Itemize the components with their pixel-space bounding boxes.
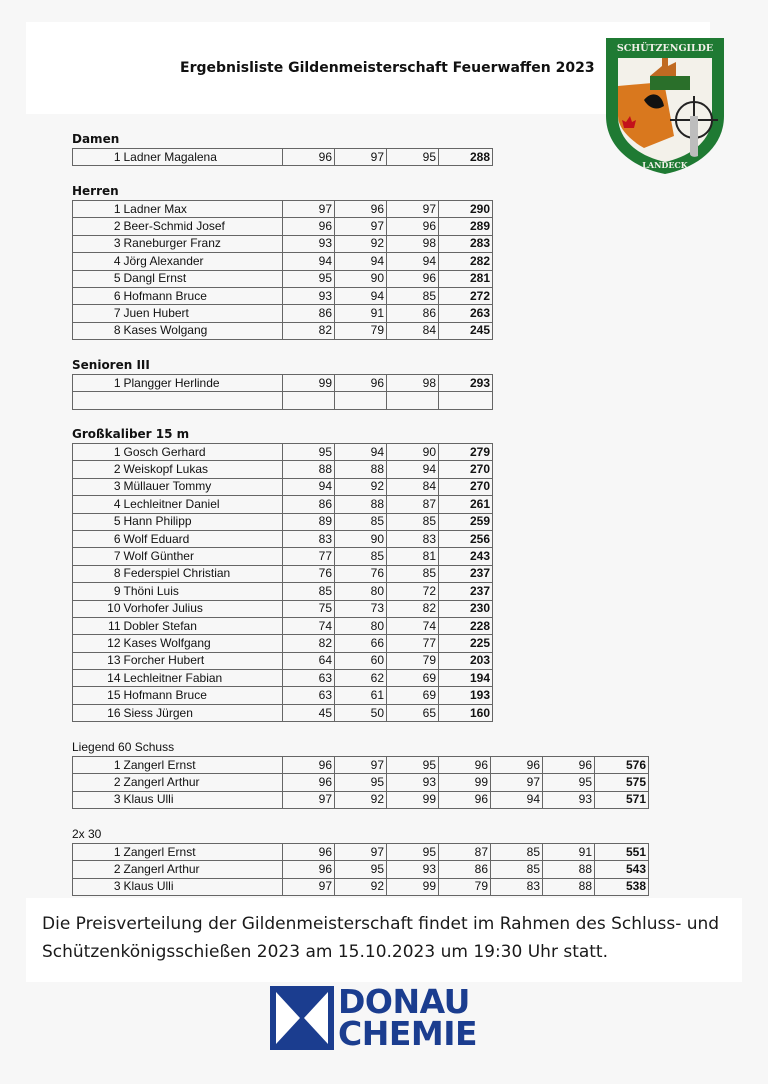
score-cell	[335, 392, 387, 409]
table-row	[73, 149, 493, 166]
score-cell: 89	[283, 513, 335, 530]
total-cell: 281	[439, 270, 493, 287]
section-liegend	[72, 738, 649, 809]
total-cell: 256	[439, 530, 493, 547]
score-cell: 94	[387, 253, 439, 270]
rank-cell: 7	[73, 305, 123, 322]
name-cell: Hofmann Bruce	[123, 687, 283, 704]
section-senioren	[72, 356, 493, 410]
section-title: Großkaliber 15 m	[72, 427, 190, 441]
name-cell: Lechleitner Fabian	[123, 670, 283, 687]
name-cell: Kases Wolgang	[123, 322, 283, 339]
table-row	[73, 844, 649, 861]
score-cell: 69	[387, 670, 439, 687]
table-row	[73, 617, 493, 634]
score-cell: 84	[387, 478, 439, 495]
total-cell: 270	[439, 461, 493, 478]
rank-cell	[73, 392, 123, 409]
score-cell: 75	[283, 600, 335, 617]
score-cell: 77	[387, 635, 439, 652]
rank-cell: 2	[73, 774, 123, 791]
rank-cell: 1	[73, 201, 123, 218]
score-cell: 90	[387, 444, 439, 461]
score-cell: 74	[283, 617, 335, 634]
rank-cell: 1	[73, 757, 123, 774]
table-row	[73, 670, 493, 687]
rank-cell: 5	[73, 513, 123, 530]
score-cell: 92	[335, 791, 387, 808]
table-row	[73, 322, 493, 339]
score-cell: 97	[387, 201, 439, 218]
total-cell: 290	[439, 201, 493, 218]
score-cell: 86	[439, 861, 491, 878]
score-cell: 83	[387, 530, 439, 547]
score-cell: 77	[283, 548, 335, 565]
crest-bottom-text: LANDECK	[642, 160, 688, 170]
total-cell: 259	[439, 513, 493, 530]
total-cell: 237	[439, 583, 493, 600]
results-table	[72, 148, 493, 166]
score-cell: 96	[335, 375, 387, 392]
table-row	[73, 774, 649, 791]
score-cell: 98	[387, 375, 439, 392]
score-cell: 96	[283, 861, 335, 878]
score-cell: 76	[335, 565, 387, 582]
name-cell: Zangerl Ernst	[123, 757, 283, 774]
rank-cell: 13	[73, 652, 123, 669]
total-cell: 193	[439, 687, 493, 704]
rank-cell: 8	[73, 322, 123, 339]
total-cell: 243	[439, 548, 493, 565]
table-row	[73, 530, 493, 547]
name-cell: Dangl Ernst	[123, 270, 283, 287]
rank-cell: 4	[73, 496, 123, 513]
score-cell: 93	[283, 287, 335, 304]
table-row	[73, 375, 493, 392]
name-cell: Plangger Herlinde	[123, 375, 283, 392]
score-cell: 97	[283, 791, 335, 808]
table-row	[73, 270, 493, 287]
section-title: Senioren III	[72, 358, 150, 372]
score-cell: 90	[335, 270, 387, 287]
results-table	[72, 374, 493, 410]
table-row	[73, 565, 493, 582]
page-title: Ergebnisliste Gildenmeisterschaft Feuerwaffen 2023	[180, 60, 595, 76]
rank-cell: 11	[73, 617, 123, 634]
score-cell: 95	[387, 844, 439, 861]
score-cell: 50	[335, 704, 387, 721]
table-row	[73, 652, 493, 669]
score-cell: 94	[335, 444, 387, 461]
rank-cell: 6	[73, 287, 123, 304]
score-cell: 94	[335, 287, 387, 304]
score-cell: 79	[335, 322, 387, 339]
score-cell: 65	[387, 704, 439, 721]
rank-cell: 2	[73, 861, 123, 878]
total-cell: 261	[439, 496, 493, 513]
total-cell: 237	[439, 565, 493, 582]
total-cell: 160	[439, 704, 493, 721]
score-cell: 95	[543, 774, 595, 791]
name-cell: Forcher Hubert	[123, 652, 283, 669]
name-cell: Weiskopf Lukas	[123, 461, 283, 478]
results-table	[72, 443, 493, 722]
table-row	[73, 218, 493, 235]
name-cell: Ladner Max	[123, 201, 283, 218]
score-cell: 79	[387, 652, 439, 669]
score-cell: 92	[335, 235, 387, 252]
score-cell: 92	[335, 478, 387, 495]
name-cell: Hofmann Bruce	[123, 287, 283, 304]
score-cell: 91	[543, 844, 595, 861]
score-cell: 88	[335, 461, 387, 478]
score-cell: 85	[387, 565, 439, 582]
score-cell: 91	[335, 305, 387, 322]
score-cell: 61	[335, 687, 387, 704]
rank-cell: 8	[73, 565, 123, 582]
total-cell: 203	[439, 652, 493, 669]
name-cell: Wolf Eduard	[123, 530, 283, 547]
section-title: Liegend 60 Schuss	[72, 740, 175, 754]
score-cell: 93	[387, 774, 439, 791]
score-cell: 95	[387, 149, 439, 166]
rank-cell: 12	[73, 635, 123, 652]
score-cell: 96	[491, 757, 543, 774]
name-cell: Juen Hubert	[123, 305, 283, 322]
rank-cell: 14	[73, 670, 123, 687]
notice-line-1: Die Preisverteilung der Gildenmeisterschaft findet im Rahmen des Schluss- und	[42, 914, 720, 934]
score-cell: 82	[387, 600, 439, 617]
score-cell: 72	[387, 583, 439, 600]
total-cell: 283	[439, 235, 493, 252]
score-cell: 93	[543, 791, 595, 808]
name-cell: Klaus Ulli	[123, 791, 283, 808]
score-cell: 97	[491, 774, 543, 791]
score-cell: 95	[283, 270, 335, 287]
table-row	[73, 461, 493, 478]
table-row	[73, 201, 493, 218]
total-cell: 245	[439, 322, 493, 339]
rank-cell: 1	[73, 149, 123, 166]
score-cell: 86	[283, 305, 335, 322]
score-cell: 99	[387, 878, 439, 895]
score-cell: 96	[283, 844, 335, 861]
score-cell: 95	[335, 774, 387, 791]
table-row	[73, 583, 493, 600]
table-row	[73, 392, 493, 409]
results-table	[72, 200, 493, 340]
table-row	[73, 704, 493, 721]
table-row	[73, 600, 493, 617]
score-cell	[283, 392, 335, 409]
name-cell: Vorhofer Julius	[123, 600, 283, 617]
total-cell: 289	[439, 218, 493, 235]
table-row	[73, 687, 493, 704]
score-cell: 97	[335, 844, 387, 861]
name-cell: Federspiel Christian	[123, 565, 283, 582]
name-cell: Zangerl Ernst	[123, 844, 283, 861]
score-cell: 94	[491, 791, 543, 808]
crest-top-text: SCHÜTZENGILDE	[616, 43, 714, 54]
table-row	[73, 791, 649, 808]
rank-cell: 1	[73, 375, 123, 392]
score-cell: 62	[335, 670, 387, 687]
rank-cell: 3	[73, 235, 123, 252]
score-cell: 96	[283, 218, 335, 235]
total-cell: 538	[595, 878, 649, 895]
total-cell: 571	[595, 791, 649, 808]
table-row	[73, 253, 493, 270]
rank-cell: 9	[73, 583, 123, 600]
score-cell: 93	[283, 235, 335, 252]
sponsor-logo	[270, 984, 496, 1052]
score-cell: 80	[335, 617, 387, 634]
table-row	[73, 635, 493, 652]
section-damen	[72, 130, 493, 166]
score-cell: 60	[335, 652, 387, 669]
table-row	[73, 478, 493, 495]
score-cell: 96	[439, 791, 491, 808]
name-cell: Kases Wolfgang	[123, 635, 283, 652]
score-cell: 96	[439, 757, 491, 774]
name-cell: Thöni Luis	[123, 583, 283, 600]
score-cell: 88	[543, 861, 595, 878]
section-herren	[72, 182, 493, 340]
rank-cell: 7	[73, 548, 123, 565]
total-cell: 279	[439, 444, 493, 461]
score-cell: 80	[335, 583, 387, 600]
score-cell: 97	[335, 149, 387, 166]
name-cell: Ladner Magalena	[123, 149, 283, 166]
score-cell: 45	[283, 704, 335, 721]
score-cell: 85	[491, 844, 543, 861]
score-cell: 85	[335, 548, 387, 565]
score-cell: 73	[335, 600, 387, 617]
name-cell: Lechleitner Daniel	[123, 496, 283, 513]
rank-cell: 15	[73, 687, 123, 704]
name-cell	[123, 392, 283, 409]
score-cell: 99	[387, 791, 439, 808]
total-cell: 225	[439, 635, 493, 652]
total-cell: 263	[439, 305, 493, 322]
donau-chemie-mark-icon	[270, 986, 334, 1050]
sponsor-line-2: CHEMIE	[338, 1014, 478, 1053]
total-cell: 270	[439, 478, 493, 495]
table-row	[73, 878, 649, 895]
score-cell: 97	[283, 878, 335, 895]
score-cell: 74	[387, 617, 439, 634]
score-cell: 85	[491, 861, 543, 878]
score-cell: 98	[387, 235, 439, 252]
score-cell: 87	[439, 844, 491, 861]
score-cell: 95	[335, 861, 387, 878]
score-cell: 97	[335, 757, 387, 774]
table-row	[73, 513, 493, 530]
score-cell: 87	[387, 496, 439, 513]
score-cell: 95	[387, 757, 439, 774]
score-cell: 99	[283, 375, 335, 392]
notice-line-2: Schützenkönigsschießen 2023 am 15.10.2023 um 19:30 Uhr statt.	[42, 942, 609, 962]
table-row	[73, 757, 649, 774]
table-row	[73, 305, 493, 322]
rank-cell: 6	[73, 530, 123, 547]
sponsor-line-1: DONAU	[338, 982, 470, 1021]
results-table	[72, 756, 649, 809]
results-table	[72, 843, 649, 896]
name-cell: Hann Philipp	[123, 513, 283, 530]
name-cell: Müllauer Tommy	[123, 478, 283, 495]
score-cell: 82	[283, 635, 335, 652]
total-cell: 576	[595, 757, 649, 774]
total-cell: 575	[595, 774, 649, 791]
rank-cell: 3	[73, 878, 123, 895]
section-title: 2x 30	[72, 827, 102, 841]
score-cell: 83	[491, 878, 543, 895]
score-cell: 64	[283, 652, 335, 669]
name-cell: Zangerl Arthur	[123, 774, 283, 791]
rank-cell: 16	[73, 704, 123, 721]
score-cell: 96	[283, 774, 335, 791]
section-title: Herren	[72, 184, 119, 198]
rank-cell: 5	[73, 270, 123, 287]
section-title: Damen	[72, 132, 120, 146]
name-cell: Raneburger Franz	[123, 235, 283, 252]
section-2x30	[72, 825, 649, 896]
score-cell: 88	[283, 461, 335, 478]
total-cell: 282	[439, 253, 493, 270]
name-cell: Siess Jürgen	[123, 704, 283, 721]
rank-cell: 10	[73, 600, 123, 617]
table-row	[73, 861, 649, 878]
score-cell: 94	[335, 253, 387, 270]
rank-cell: 1	[73, 844, 123, 861]
rank-cell: 1	[73, 444, 123, 461]
score-cell: 63	[283, 687, 335, 704]
total-cell	[439, 392, 493, 409]
score-cell: 82	[283, 322, 335, 339]
table-row	[73, 287, 493, 304]
score-cell: 97	[283, 201, 335, 218]
score-cell: 83	[283, 530, 335, 547]
name-cell: Dobler Stefan	[123, 617, 283, 634]
score-cell: 96	[335, 201, 387, 218]
score-cell: 85	[387, 513, 439, 530]
total-cell: 551	[595, 844, 649, 861]
score-cell: 84	[387, 322, 439, 339]
total-cell: 293	[439, 375, 493, 392]
table-row	[73, 496, 493, 513]
total-cell: 228	[439, 617, 493, 634]
total-cell: 194	[439, 670, 493, 687]
section-grosskaliber	[72, 425, 493, 722]
score-cell: 95	[283, 444, 335, 461]
score-cell	[387, 392, 439, 409]
table-row	[73, 444, 493, 461]
rank-cell: 2	[73, 218, 123, 235]
name-cell: Gosch Gerhard	[123, 444, 283, 461]
rank-cell: 3	[73, 791, 123, 808]
score-cell: 76	[283, 565, 335, 582]
score-cell: 94	[283, 478, 335, 495]
score-cell: 96	[283, 149, 335, 166]
table-row	[73, 235, 493, 252]
score-cell: 93	[387, 861, 439, 878]
score-cell: 81	[387, 548, 439, 565]
score-cell: 85	[387, 287, 439, 304]
score-cell: 96	[543, 757, 595, 774]
total-cell: 288	[439, 149, 493, 166]
name-cell: Beer-Schmid Josef	[123, 218, 283, 235]
table-row	[73, 548, 493, 565]
score-cell: 66	[335, 635, 387, 652]
rank-cell: 2	[73, 461, 123, 478]
score-cell: 96	[283, 757, 335, 774]
award-notice	[26, 898, 742, 982]
score-cell: 86	[283, 496, 335, 513]
total-cell: 230	[439, 600, 493, 617]
rank-cell: 3	[73, 478, 123, 495]
name-cell: Jörg Alexander	[123, 253, 283, 270]
score-cell: 63	[283, 670, 335, 687]
name-cell: Klaus Ulli	[123, 878, 283, 895]
score-cell: 99	[439, 774, 491, 791]
score-cell: 92	[335, 878, 387, 895]
score-cell: 88	[335, 496, 387, 513]
score-cell: 88	[543, 878, 595, 895]
total-cell: 543	[595, 861, 649, 878]
name-cell: Zangerl Arthur	[123, 861, 283, 878]
score-cell: 86	[387, 305, 439, 322]
score-cell: 94	[387, 461, 439, 478]
score-cell: 96	[387, 270, 439, 287]
schuetzengilde-crest-logo	[604, 36, 726, 176]
score-cell: 85	[335, 513, 387, 530]
score-cell: 97	[335, 218, 387, 235]
score-cell: 90	[335, 530, 387, 547]
rank-cell: 4	[73, 253, 123, 270]
name-cell: Wolf Günther	[123, 548, 283, 565]
score-cell: 96	[387, 218, 439, 235]
score-cell: 69	[387, 687, 439, 704]
score-cell: 85	[283, 583, 335, 600]
total-cell: 272	[439, 287, 493, 304]
score-cell: 79	[439, 878, 491, 895]
score-cell: 94	[283, 253, 335, 270]
